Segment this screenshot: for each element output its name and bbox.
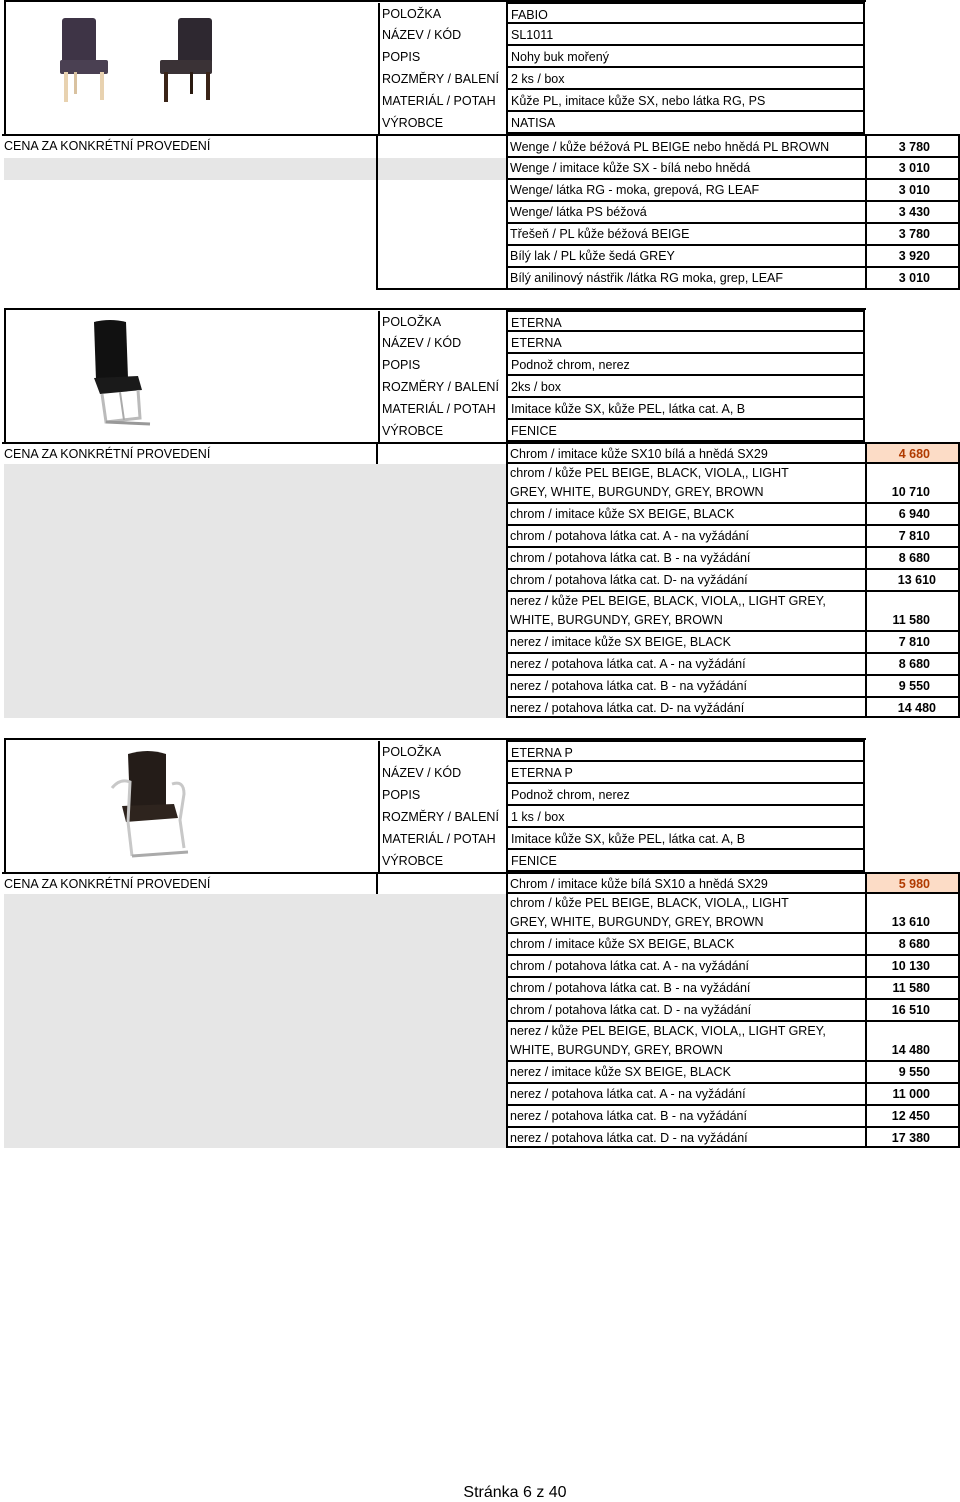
variant-desc: Wenge / imitace kůže SX - bílá nebo hnědá xyxy=(506,158,867,180)
field-value: FENICE xyxy=(506,850,865,872)
field-value: FABIO xyxy=(506,2,865,24)
variant-desc: nerez / potahova látka cat. D- na vyžádání xyxy=(506,698,867,718)
variant-row xyxy=(4,934,958,956)
price-label: CENA ZA KONKRÉTNÍ PROVEDENÍ xyxy=(4,877,211,891)
variant-price: 3 780 xyxy=(867,224,960,246)
row-divider xyxy=(376,224,506,246)
variant-price: 10 710 xyxy=(867,464,960,504)
field-value: Imitace kůže SX, kůže PEL, látka cat. A, B xyxy=(506,398,865,420)
field-label: POPIS xyxy=(378,354,506,376)
variant-desc: nerez / potahova látka cat. D - na vyžádání xyxy=(506,1128,867,1148)
variant-row xyxy=(4,180,958,202)
field-label: POLOŽKA xyxy=(378,741,506,763)
field-label: ROZMĚRY / BALENÍ xyxy=(378,376,506,398)
field-value: NATISA xyxy=(506,112,865,134)
variant-row xyxy=(4,464,958,504)
variant-desc: Chrom / imitace kůže SX10 bílá a hnědá SX29 xyxy=(506,442,867,464)
field-label: VÝROBCE xyxy=(378,112,506,134)
frame-line xyxy=(4,738,6,874)
field-label: MATERIÁL / POTAH xyxy=(378,398,506,420)
field-value: ETERNA P xyxy=(506,740,865,762)
field-label: NÁZEV / KÓD xyxy=(378,24,506,46)
variant-price: 3 430 xyxy=(867,202,960,224)
variant-row xyxy=(4,202,958,224)
variant-desc: Wenge / kůže béžová PL BEIGE nebo hnědá PL BROWN xyxy=(506,134,867,158)
variant-row xyxy=(4,504,958,526)
variant-price: 4 680 xyxy=(867,442,960,464)
variant-row xyxy=(4,134,958,158)
row-divider xyxy=(376,246,506,268)
variant-desc: Wenge/ látka RG - moka, grepová, RG LEAF xyxy=(506,180,867,202)
field-label: NÁZEV / KÓD xyxy=(378,332,506,354)
variant-desc: chrom / kůže PEL BEIGE, BLACK, VIOLA,, LIGHT GREY, WHITE, BURGUNDY, GREY, BROWN xyxy=(506,464,867,504)
variant-price: 13 610 xyxy=(867,570,960,592)
variant-desc: Bílý anilinový nástřik /látka RG moka, grep, LEAF xyxy=(506,268,867,290)
variant-price: 11 000 xyxy=(867,1084,960,1106)
variant-price: 5 980 xyxy=(867,872,960,894)
variant-row xyxy=(4,676,958,698)
variant-price: 10 130 xyxy=(867,956,960,978)
variant-row xyxy=(4,654,958,676)
row-divider xyxy=(376,202,506,224)
field-value: 2 ks / box xyxy=(506,68,865,90)
variant-desc: nerez / kůže PEL BEIGE, BLACK, VIOLA,, LIGHT GREY, WHITE, BURGUNDY, GREY, BROWN xyxy=(506,1022,867,1062)
variant-price: 13 610 xyxy=(867,894,960,934)
variant-desc: nerez / potahova látka cat. B - na vyžádání xyxy=(506,676,867,698)
variant-desc: nerez / potahova látka cat. A - na vyžádání xyxy=(506,1084,867,1106)
variant-desc: chrom / potahova látka cat. A - na vyžádání xyxy=(506,956,867,978)
variant-price: 11 580 xyxy=(867,978,960,1000)
price-label: CENA ZA KONKRÉTNÍ PROVEDENÍ xyxy=(4,139,211,153)
page-number: Stránka 6 z 40 xyxy=(463,1484,567,1501)
variant-row xyxy=(4,592,958,632)
variant-desc: nerez / imitace kůže SX BEIGE, BLACK xyxy=(506,632,867,654)
variant-price: 3 920 xyxy=(867,246,960,268)
field-value: Podnož chrom, nerez xyxy=(506,784,865,806)
variant-desc: nerez / potahova látka cat. A - na vyžádání xyxy=(506,654,867,676)
variant-desc: nerez / kůže PEL BEIGE, BLACK, VIOLA,, LIGHT GREY, WHITE, BURGUNDY, GREY, BROWN xyxy=(506,592,867,632)
field-label: POLOŽKA xyxy=(378,311,506,333)
row-divider xyxy=(376,180,506,202)
variant-row xyxy=(4,1106,958,1128)
row-divider xyxy=(376,268,506,290)
variant-row xyxy=(4,1128,958,1148)
field-value: Kůže PL, imitace kůže SX, nebo látka RG, PS xyxy=(506,90,865,112)
field-label: VÝROBCE xyxy=(378,850,506,872)
variant-row xyxy=(4,978,958,1000)
variant-row xyxy=(4,1062,958,1084)
variant-row xyxy=(4,1084,958,1106)
field-value: 2ks / box xyxy=(506,376,865,398)
variant-row xyxy=(4,246,958,268)
field-value: ETERNA xyxy=(506,310,865,332)
variant-row xyxy=(4,158,958,180)
variant-price: 11 580 xyxy=(867,592,960,632)
field-label: POPIS xyxy=(378,46,506,68)
field-value: Podnož chrom, nerez xyxy=(506,354,865,376)
field-value: ETERNA xyxy=(506,332,865,354)
variant-desc: chrom / potahova látka cat. A - na vyžádání xyxy=(506,526,867,548)
field-value: Nohy buk mořený xyxy=(506,46,865,68)
field-value: FENICE xyxy=(506,420,865,442)
variant-desc: Bílý lak / PL kůže šedá GREY xyxy=(506,246,867,268)
field-label: POPIS xyxy=(378,784,506,806)
variant-desc: chrom / potahova látka cat. B - na vyžádání xyxy=(506,548,867,570)
variant-desc: chrom / imitace kůže SX BEIGE, BLACK xyxy=(506,934,867,956)
variant-desc: nerez / potahova látka cat. B - na vyžádání xyxy=(506,1106,867,1128)
field-label: NÁZEV / KÓD xyxy=(378,762,506,784)
variant-desc: chrom / potahova látka cat. B - na vyžádání xyxy=(506,978,867,1000)
field-label: ROZMĚRY / BALENÍ xyxy=(378,68,506,90)
variant-price: 9 550 xyxy=(867,676,960,698)
row-shade xyxy=(376,158,506,180)
fabio-chairs-image xyxy=(50,10,240,110)
variant-row xyxy=(4,632,958,654)
variant-row xyxy=(4,570,958,592)
variant-row xyxy=(4,1022,958,1062)
variant-price: 3 010 xyxy=(867,268,960,290)
variant-desc: Chrom / imitace kůže bílá SX10 a hnědá SX29 xyxy=(506,872,867,894)
variant-desc: chrom / potahova látka cat. D- na vyžádání xyxy=(506,570,867,592)
variant-price: 8 680 xyxy=(867,934,960,956)
variant-row xyxy=(4,872,958,894)
variant-row xyxy=(4,894,958,934)
eterna-p-chair-image xyxy=(92,748,202,864)
variant-desc: Wenge/ látka PS béžová xyxy=(506,202,867,224)
variant-price: 6 940 xyxy=(867,504,960,526)
variant-desc: chrom / kůže PEL BEIGE, BLACK, VIOLA,, LIGHT GREY, WHITE, BURGUNDY, GREY, BROWN xyxy=(506,894,867,934)
frame-line xyxy=(4,308,6,444)
variant-desc: chrom / imitace kůže SX BEIGE, BLACK xyxy=(506,504,867,526)
field-label: VÝROBCE xyxy=(378,420,506,442)
price-label: CENA ZA KONKRÉTNÍ PROVEDENÍ xyxy=(4,447,211,461)
variant-row xyxy=(4,224,958,246)
variant-price: 7 810 xyxy=(867,526,960,548)
field-label: MATERIÁL / POTAH xyxy=(378,90,506,112)
field-label: MATERIÁL / POTAH xyxy=(378,828,506,850)
variant-price: 3 010 xyxy=(867,158,960,180)
variant-price: 16 510 xyxy=(867,1000,960,1022)
variant-price: 12 450 xyxy=(867,1106,960,1128)
field-label: ROZMĚRY / BALENÍ xyxy=(378,806,506,828)
variant-price: 3 010 xyxy=(867,180,960,202)
variant-price: 8 680 xyxy=(867,654,960,676)
eterna-chair-image xyxy=(80,316,160,436)
variant-row xyxy=(4,526,958,548)
variant-price: 14 480 xyxy=(867,698,960,718)
variant-row xyxy=(4,698,958,718)
field-value: 1 ks / box xyxy=(506,806,865,828)
variant-desc: Třešeň / PL kůže béžová BEIGE xyxy=(506,224,867,246)
variant-row xyxy=(4,956,958,978)
variant-price: 17 380 xyxy=(867,1128,960,1148)
variant-price: 7 810 xyxy=(867,632,960,654)
field-value: Imitace kůže SX, kůže PEL, látka cat. A, B xyxy=(506,828,865,850)
variant-price: 14 480 xyxy=(867,1022,960,1062)
field-label: POLOŽKA xyxy=(378,3,506,25)
variant-price: 9 550 xyxy=(867,1062,960,1084)
variant-row xyxy=(4,442,958,464)
row-shade xyxy=(4,158,376,180)
variant-desc: nerez / imitace kůže SX BEIGE, BLACK xyxy=(506,1062,867,1084)
field-value: ETERNA P xyxy=(506,762,865,784)
variant-price: 3 780 xyxy=(867,134,960,158)
frame-line xyxy=(4,0,6,136)
variant-price: 8 680 xyxy=(867,548,960,570)
variant-desc: chrom / potahova látka cat. D - na vyžádání xyxy=(506,1000,867,1022)
field-value: SL1011 xyxy=(506,24,865,46)
variant-row xyxy=(4,268,958,290)
variant-row xyxy=(4,548,958,570)
variant-row xyxy=(4,1000,958,1022)
